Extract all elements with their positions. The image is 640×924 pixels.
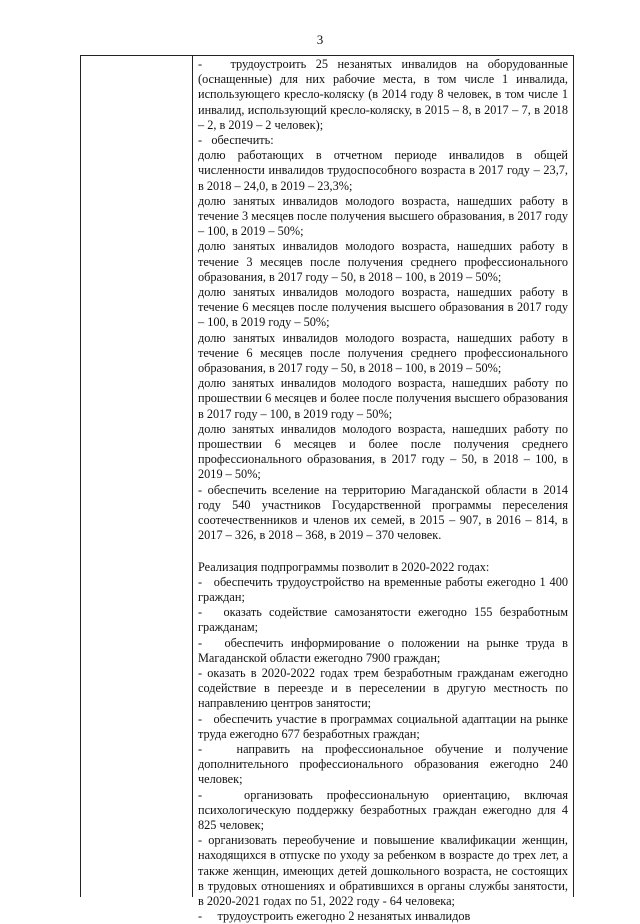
paragraph-gap: [198, 544, 568, 560]
paragraph-share-after-6m-secondary: долю занятых инвалидов молодого возраста, нашедших работу по прошествии 6 месяцев и более после получения среднего профессионального образования, в 2017 году – 50, в 2018 – 100, в 2019 – 50%;: [198, 421, 568, 482]
paragraph-professional-training: - направить на профессиональное обучение и получение дополнительного профессионального образования ежегодно 240 человек;: [198, 741, 568, 787]
paragraph-implementation-intro: Реализация подпрограммы позволит в 2020-2022 годах:: [198, 559, 490, 574]
paragraph-career-guidance: - организовать профессиональную ориентацию, включая психологическую поддержку безработных граждан ежегодно для 4 825 человек;: [198, 787, 568, 832]
paragraph-labor-market-info: - обеспечить информирование о положении на рынке труда в Магаданской области ежегодно 7900 граждан;: [198, 635, 568, 665]
paragraph-women-retraining: - организовать переобучение и повышение квалификации женщин, находящихся в отпуске по уходу за ребенком в возрасте до трех лет, а также женщин, имеющих детей дошкольного возраста, не состоящих в трудовых отношениях и обратившихся в органы службы занятости, в 2020-2021 годах по 51, 2022 году - 64 человека;: [198, 833, 568, 908]
paragraph-resettlement: - обеспечить вселение на территорию Магаданской области в 2014 году 540 участников Государственной программы переселения соотечественников и членов их семей, в 2015 – 907, в 2016 – 814, в 2017 – 326, в 2018 – 368, в 2019 – 370 человек.: [198, 482, 568, 543]
paragraph-employ-disabled-25: - трудоустроить 25 незанятых инвалидов на оборудованные (оснащенные) для них рабочие места, в том числе 1 инвалида, использующего кресло-коляску (в 2014 году 8 человек, в том числе 1 инвалид, использующий кресло-коляску, в 2015 – 8, в 2017 – 7, в 2018 – 2, в 2019 – 2 человек);: [198, 57, 568, 132]
paragraph-relocation-help: - оказать в 2020-2022 годах трем безработным гражданам ежегодно содействие в переезде и в переселении в другую местность по направлению центров занятости;: [198, 665, 568, 711]
paragraph-temporary-work: - обеспечить трудоустройство на временные работы ежегодно 1 400 граждан;: [198, 574, 568, 604]
paragraph-share-6m-higher: долю занятых инвалидов молодого возраста, нашедших работу в течение 6 месяцев после получения высшего образования в 2017 году – 100, в 2019 году – 50%;: [198, 285, 568, 330]
document-table: [80, 55, 574, 924]
paragraph-ensure: - обеспечить:: [198, 133, 274, 148]
paragraph-share-3m-secondary: долю занятых инвалидов молодого возраста, нашедших работу в течение 3 месяцев после получения среднего профессионального образования, в 2017 году – 50, в 2018 – 100, в 2019 – 50%;: [198, 239, 568, 284]
table-right-column: [198, 57, 568, 924]
paragraph-self-employment: - оказать содействие самозанятости ежегодно 155 безработным гражданам;: [198, 605, 568, 635]
paragraph-social-adaptation: - обеспечить участие в программах социальной адаптации на рынке труда ежегодно 677 безработных граждан;: [198, 711, 568, 741]
paragraph-employ-disabled-2: - трудоустроить ежегодно 2 незанятых инвалидов: [198, 909, 471, 924]
paragraph-share-6m-secondary: долю занятых инвалидов молодого возраста, нашедших работу в течение 6 месяцев после получения среднего профессионального образования, в 2017 году – 50, в 2018 – 100, в 2019 – 50%;: [198, 330, 568, 376]
paragraph-share-after-6m-higher: долю занятых инвалидов молодого возраста, нашедших работу по прошествии 6 месяцев и более после получения высшего образования в 2017 году – 100, в 2019 году – 50%;: [198, 376, 568, 421]
paragraph-share-working-disabled: долю работающих в отчетном периоде инвалидов в общей численности инвалидов трудоспособного возраста в 2017 году – 23,7, в 2018 – 24,0, в 2019 – 23,3%;: [198, 148, 568, 193]
paragraph-share-3m-higher: долю занятых инвалидов молодого возраста, нашедших работу в течение 3 месяцев после получения высшего образования, в 2017 году – 100, в 2019 – 50%;: [198, 193, 568, 239]
page-number: 3: [316, 32, 324, 47]
table-left-column: [81, 56, 193, 897]
